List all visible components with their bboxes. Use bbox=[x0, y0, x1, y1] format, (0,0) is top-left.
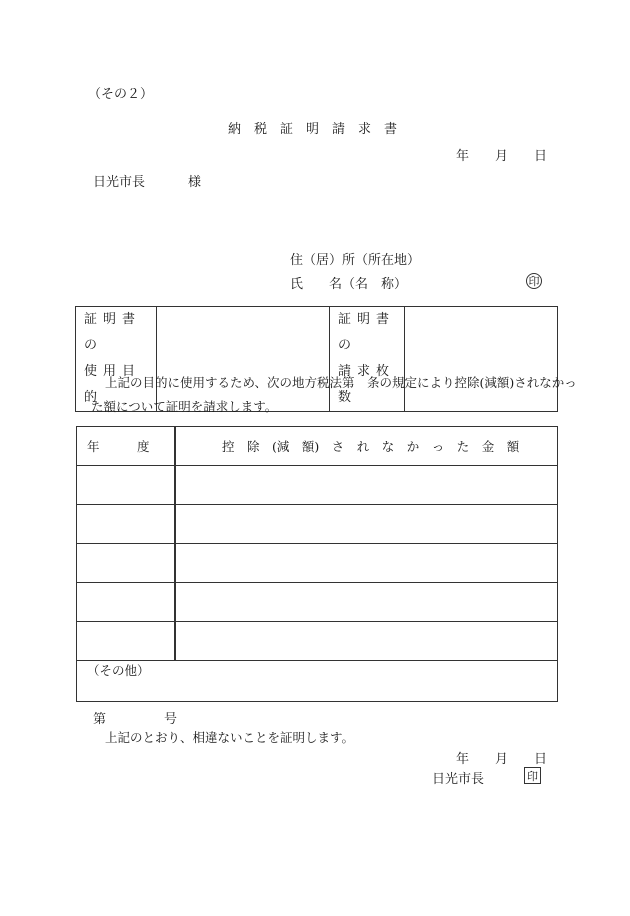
addressee-suffix: 様 bbox=[188, 175, 202, 190]
seal-bottom-icon: 印 bbox=[524, 767, 541, 784]
table-row bbox=[77, 622, 558, 661]
header-year: 年 度 bbox=[77, 427, 176, 466]
amount-cell[interactable] bbox=[175, 544, 558, 583]
amount-cell[interactable] bbox=[175, 583, 558, 622]
cert-date: 年 月 日 bbox=[456, 752, 548, 767]
cert-number-prefix: 第 bbox=[93, 712, 107, 727]
cert-statement: 上記のとおり、相違ないことを証明します。 bbox=[105, 730, 355, 745]
year-cell[interactable] bbox=[77, 505, 176, 544]
addressee-name: 日光市長 bbox=[93, 175, 146, 190]
table-row bbox=[77, 583, 558, 622]
tax-table bbox=[76, 426, 558, 661]
address-label: 住（居）所（所在地） bbox=[290, 253, 421, 268]
form-variant: （その２） bbox=[88, 87, 154, 102]
body-line-1: 上記の目的に使用するため、次の地方税法第 条の規定により控除(減額)されなかっ bbox=[105, 375, 577, 390]
other-label: （その他） bbox=[87, 663, 150, 678]
purpose-label: 証明書の 使用目的 bbox=[76, 307, 157, 412]
other-section[interactable] bbox=[76, 659, 558, 702]
name-label: 氏 名（名 称） bbox=[290, 277, 408, 292]
body-line-2: た額について証明を請求します。 bbox=[91, 399, 278, 414]
year-cell[interactable] bbox=[77, 622, 176, 661]
table-row bbox=[77, 466, 558, 505]
cert-issuer: 日光市長 bbox=[432, 772, 485, 787]
count-field[interactable] bbox=[405, 307, 558, 412]
header-amount: 控 除 (減 額) さ れ な か っ た 金 額 bbox=[175, 427, 558, 466]
year-cell[interactable] bbox=[77, 466, 176, 505]
count-label: 証明書の 請求枚数 bbox=[330, 307, 405, 412]
seal-top-icon: 印 bbox=[526, 273, 542, 289]
year-cell[interactable] bbox=[77, 583, 176, 622]
year-cell[interactable] bbox=[77, 544, 176, 583]
form-title: 納 税 証 明 請 求 書 bbox=[228, 122, 398, 137]
purpose-field[interactable] bbox=[157, 307, 330, 412]
table-row bbox=[77, 544, 558, 583]
amount-cell[interactable] bbox=[175, 466, 558, 505]
request-date: 年 月 日 bbox=[456, 149, 548, 164]
table-row bbox=[77, 505, 558, 544]
cert-number-suffix: 号 bbox=[164, 712, 178, 727]
amount-cell[interactable] bbox=[175, 505, 558, 544]
table-header bbox=[77, 427, 558, 466]
amount-cell[interactable] bbox=[175, 622, 558, 661]
